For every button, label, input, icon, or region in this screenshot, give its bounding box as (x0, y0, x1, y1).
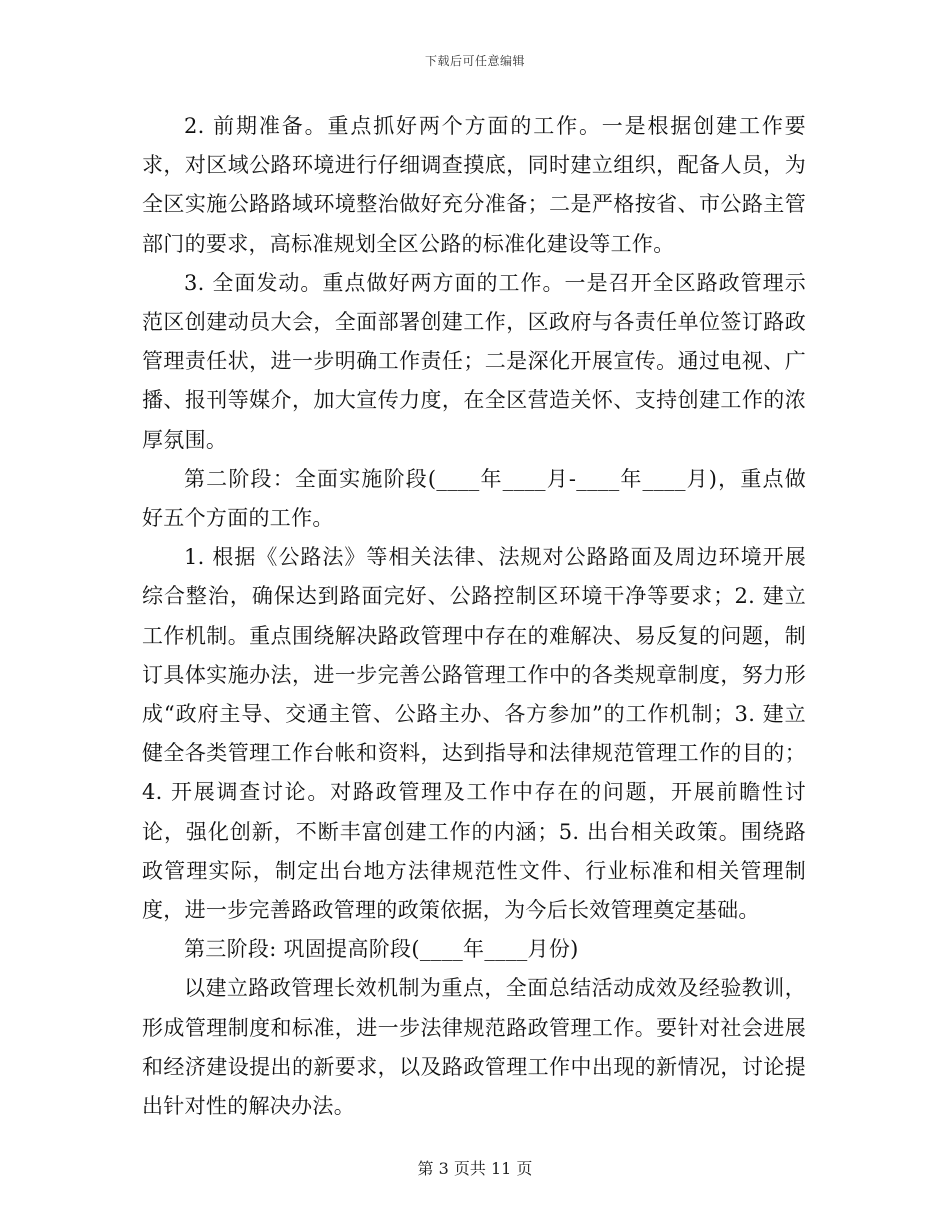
paragraph-stage-two-heading: 第二阶段：全面实施阶段(____年____月-____年____月)，重点做好五个方面的工作。 (142, 466, 806, 531)
paragraph-mobilization: 3. 全面发动。重点做好两方面的工作。一是召开全区路政管理示范区创建动员大会，全面部署创建工作，区政府与各责任单位签订路政管理责任状，进一步明确工作责任；二是深化开展宣传。通过电视、广播、报刊等媒介，加大宣传力度，在全区营造关怀、支持创建工作的浓厚氛围。 (142, 270, 806, 452)
paragraph-stage-three-heading: 第三阶段: 巩固提高阶段(____年____月份) (184, 937, 579, 962)
page-header: 下载后可任意编辑 (424, 54, 525, 68)
paragraph-stage-three-body: 以建立路政管理长效机制为重点，全面总结活动成效及经验教训，形成管理制度和标准，进一步法律规范路政管理工作。要针对社会进展和经济建设提出的新要求，以及路政管理工作中出现的新情况，讨论提出针对性的解决办法。 (142, 976, 806, 1119)
document-body (142, 107, 806, 1126)
paragraph-preparation: 2. 前期准备。重点抓好两个方面的工作。一是根据创建工作要求，对区域公路环境进行仔细调查摸底，同时建立组织，配备人员，为全区实施公路路域环境整治做好充分准备；二是严格按省、市公路主管部门的要求，高标准规划全区公路的标准化建设等工作。 (142, 114, 806, 256)
page-number: 第 3 页共 11 页 (417, 1159, 533, 1178)
paragraph-stage-two-tasks: 1. 根据《公路法》等相关法律、法规对公路路面及周边环境开展综合整治，确保达到路面完好、公路控制区环境干净等要求；2. 建立工作机制。重点围绕解决路政管理中存在的难解决、易反复的问题，制订具体实施办法，进一步完善公路管理工作中的各类规章制度，努力形成“政府主导、交通主管、公路主办、各方参加”的工作机制；3. 建立健全各类管理工作台帐和资料，达到指导和法律规范管理工作的目的；4. 开展调查讨论。对路政管理及工作中存在的问题，开展前瞻性讨论，强化创新，不断丰富创建工作的内涵；5. 出台相关政策。围绕路政管理实际，制定出台地方法律规范性文件、行业标准和相关管理制度，进一步完善路政管理的政策依据，为今后长效管理奠定基础。 (142, 545, 806, 923)
